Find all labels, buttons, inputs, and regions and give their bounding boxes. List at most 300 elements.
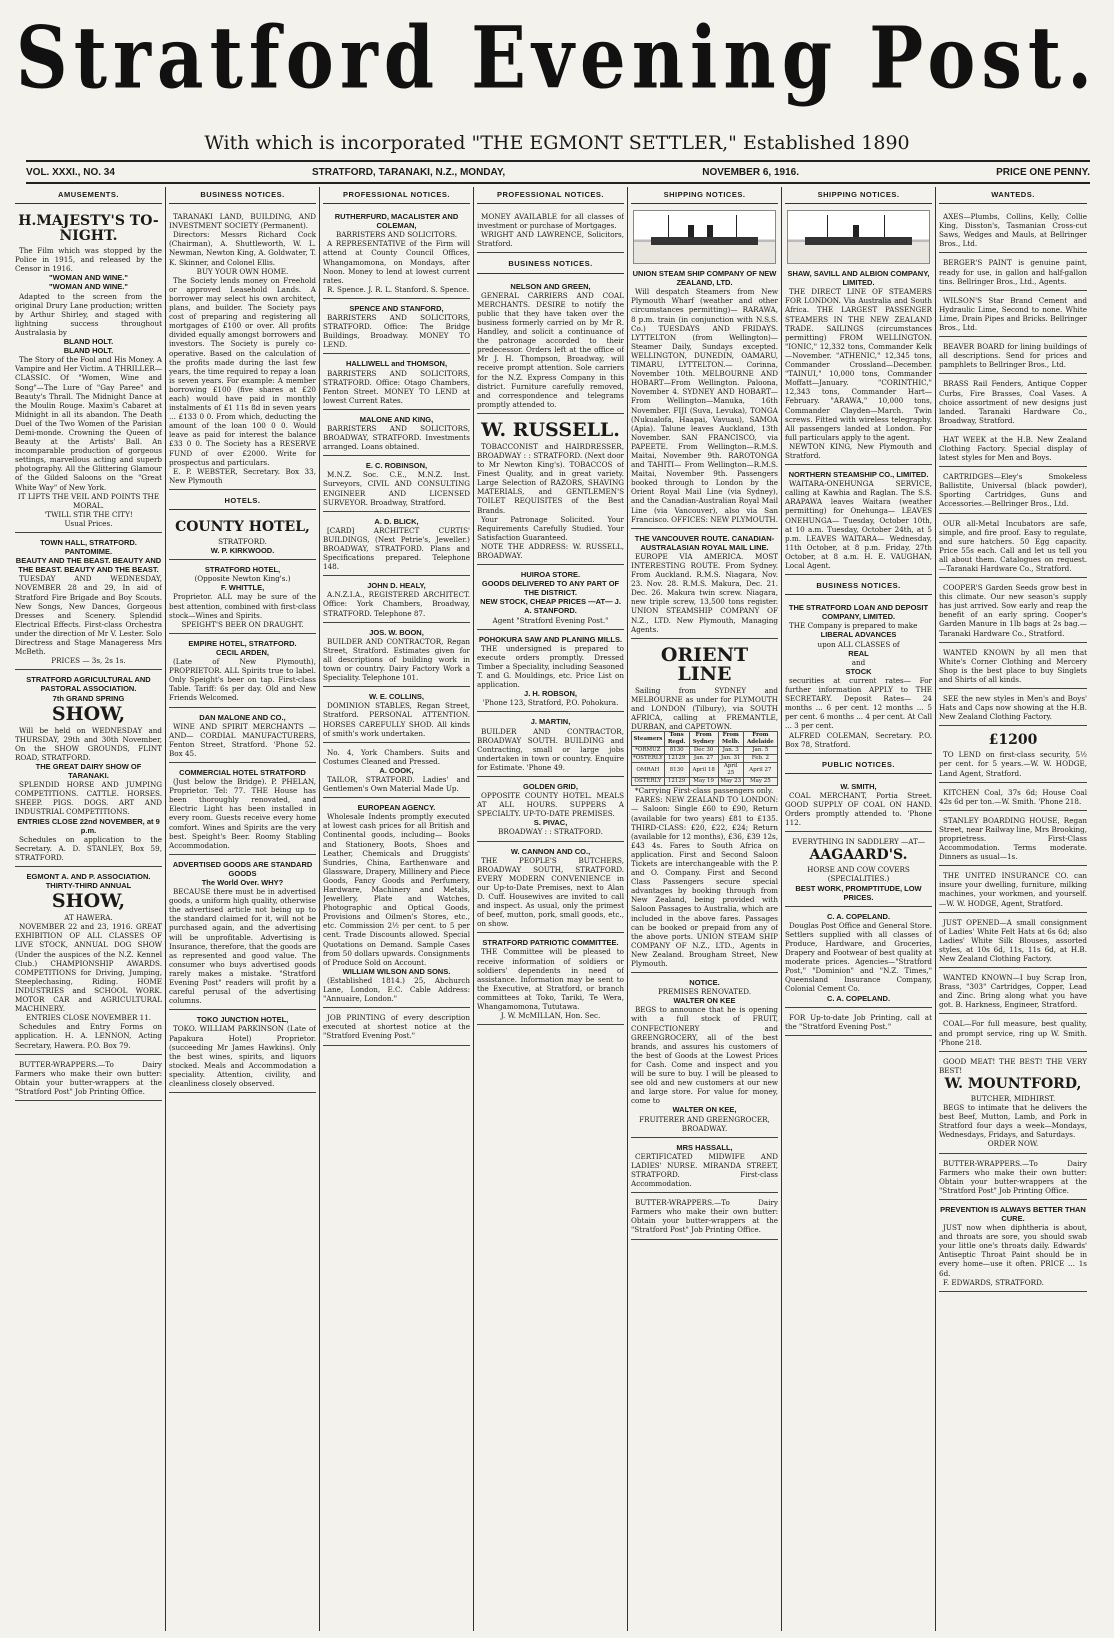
ad-text: BARRISTERS AND SOLICITORS, BROADWAY, STRATFORD. Investments arranged. Loans obtained. [323,423,470,452]
table-row [632,763,778,778]
ad-title: GOLDEN GRID, [522,781,578,791]
ad-heading: J. H. ROBSON, [524,689,577,699]
column-heading: PROFESSIONAL NOTICES. [323,187,470,204]
ad-pohokura-mills [477,633,624,713]
ad-wilsons-cement [939,294,1087,337]
ad-title: TARANAKI LAND, BUILDING, AND INVESTMENT SOCIETY (Permanent). [169,212,316,231]
ad-title: STRATFORD AGRICULTURAL AND PASTORAL ASSOCIATION. [26,675,151,694]
ad-text: GENERAL CARRIERS AND COAL MERCHANTS. DESIRE to notify the public that they have taken over the business formerly carried on by Mr R. Handley, and solicit a continuance of the patronage accorded to their predecessor. Orders left at the office of Mr J. H. Thompson, Broadway, will receive prompt attention. Sole carriers for the N.Z. Express Company in this district. Furniture carefully removed, and correspondence and telegrams promptly attended to. [477,290,624,409]
ad-title: W. CANNON AND CO., [510,846,591,856]
ad-heading: SHOW, [51,702,126,725]
table-row [632,747,778,755]
ad-butter-wrappers [631,1196,778,1239]
ad-text: 'TWILL STIR THE CITY! [44,509,133,519]
ad-heading: WALTER ON KEE, [672,1105,737,1115]
ad-text: FOR Up-to-date Job Printing, call at the "Stratford Evening Post." [785,1012,932,1031]
ad-heading: The World Over. WHY? [201,878,284,887]
ad-title: C. A. COPELAND. [826,911,891,921]
ad-text: J. W. McMILLAN, Hon. Sec. [500,1011,601,1021]
column-heading: SHIPPING NOTICES. [785,187,932,204]
ad-title: H.MAJESTY'S TO-NIGHT. [18,213,159,245]
ad-heading: STOCK [845,666,872,676]
table-cell: OMRAH [632,763,665,778]
ad-text: BECAUSE there must be in advertised goods, a uniform high quality, otherwise the advertised article not being up to the standard claimed for it, will not be purchased again, and the advertising will be unprofitable. Advertising is Insurance, therefore, that the goods are as represented and good value. The consumer who buys advertised goods rarely makes a mistake. "Stratford Evening Post" readers will profit by a careful perusal of the advertising columns. [169,887,316,1006]
ship-funnel [707,225,713,237]
ad-hat-week [939,433,1087,467]
table-cell: *OSTERLY [633,755,663,762]
table-cell: May 23 [718,778,743,786]
table-header-cell: From Melb. [718,732,743,747]
ad-golden-grid [477,780,624,842]
ad-text: ALFRED COLEMAN, Secretary. P.O. Box 78, Stratford. [785,730,932,749]
ad-text: Usual Prices. [64,518,113,528]
ad-mrs-hassall [631,1141,778,1193]
ad-title: JOS. W. BOON, [369,627,424,637]
ad-united-insurance [939,869,1087,912]
ad-text: BROADWAY : : STRATFORD. [498,827,603,837]
ad-text: WRIGHT AND LAWRENCE, Solicitors, Stratford. [477,230,624,249]
ad-job-printing [323,1011,470,1045]
ad-text: BUTTER-WRAPPERS.—To Dairy Farmers who make their own butter: Obtain your butter-wrappers at the "Stratford Post" Job Printing Office. [15,1059,162,1096]
ad-title: TOKO JUNCTION HOTEL, [196,1015,289,1025]
ad-coal [939,1017,1087,1051]
ad-text: EVERYTHING IN SADDLERY —AT— [791,837,926,847]
table-cell: 8130 [664,747,689,755]
ad-title: A. COOK, [379,765,414,775]
ship-mast [827,215,828,237]
ad-text: COOPER'S Garden Seeds grow best in this climate. Our new season's supply has just arrived. Sow early and reap the benefit of an early spring. Cooper's Garden Manure in 1lb bags at 2s bag.—Taranaki Hardware Co., Stratford. [939,583,1087,638]
table-header-cell: From Adelaide [743,732,777,747]
ad-text: Douglas Post Office and General Store. Settlers supplied with all classes of Produce, Hardware, and Groceries, Drapery and Footwear of best quality at moderate prices. Agencies—"Stratford Post," "Dominion" and "N.Z. Times," Queensland Insurance Company, Colonial Cement Co. [785,920,932,994]
ad-text: The Film which was stopped by the Police in 1915, and released by the Censor in 1916. [15,246,162,274]
masthead-subtitle: With which is incorporated "THE EGMONT SETTLER," Established 1890 [204,132,910,154]
ad-text: AT HAWERA. [64,913,113,923]
ad-text: OUR all-Metal Incubators are safe, simple, and fire proof. Easy to regulate, and sure hatchers. 50 Egg capacity. Price 55s each. Call and let us tell you all about them. Catalogues on request.—Taranaki Hardware Co., Stratford. [939,518,1087,573]
ad-text: OPPOSITE COUNTY HOTEL. MEALS AT ALL HOURS. SUPPERS A SPECIALTY. UP-TO-DATE PREMISES. [477,791,624,819]
ad-text: Wholesale Indents promptly executed at lowest cash prices for all British and Continental goods, including— Books and Stationery, Boots, Shoes and Leather, Chemicals and Druggists' Sundries, China, Earthenware and Glassware, Drapery, Millinery and Piece Goods, Fancy Goods and Perfumery, Hardware, Machinery and Metals, Jewellery, Plate and Watches, Photographic and Optical Goods, Provisions and Oilmen's Stores, etc., etc. Commission 2½ per cent. to 5 per cent. Trade Discounts allowed. Special Quotations on Demand. Sample Cases from 50 dollars upwards. Consignments of Produce Sold on Account. [323,812,470,967]
table-cell: April 27 [743,763,777,778]
ad-text: WANTED KNOWN by all men that White's Corner Clothing and Mercery Shop is the best place to buy Singlets and Shirts of all kinds. [939,647,1087,684]
column-wanteds [936,187,1090,1631]
column-heading: SHIPPING NOTICES. [631,187,778,204]
ad-text: BUTTER-WRAPPERS.—To Dairy Farmers who make their own butter: Obtain your butter-wrappers at the "Stratford Post" Job Printing Office. [631,1198,778,1235]
ad-stanley-boarding [939,814,1087,866]
ad-text: E. P. WEBSTER, Secretary. Box 33, New Plymouth [169,466,316,485]
ad-text: BUILDER AND CONTRACTOR, Regan Street, Stratford. Estimates given for all descriptions of building work in town or country. Dairy Factory Work a Speciality. Telephone 101. [323,636,470,683]
price: PRICE ONE PENNY. [996,166,1090,178]
ad-text: and [851,657,866,667]
ad-text: JUST now when diphtheria is about, and throats are sore, you should swab your little one's throats daily. Edwards' Antiseptic Throat Paint should be in every home—use it often. PRICE ... 1s 6d. [939,1223,1087,1278]
ad-commercial-hotel [169,766,316,855]
table-header-cell: From Sydney [689,732,718,747]
table-cell: Jan. 3 [718,747,743,755]
table-cell: *ORMUZ [632,747,665,755]
table-header-row [632,732,778,747]
ad-martin [477,715,624,777]
ad-text: BRASS Rail Fenders, Antique Copper Curbs, Fire Brasses, Coal Vases. A choice assortment of new designs just landed. Taranaki Hardware Co., Broadway, Stratford. [939,379,1087,425]
ad-text: COAL MERCHANT, Portia Street. GOOD SUPPLY OF COAL ON HAND. Orders promptly attended to. 'Phone 112. [785,790,932,828]
ad-incubators [939,517,1087,579]
ad-heading: NEW STOCK, CHEAP PRICES —AT— J. A. STANFORD. [480,597,621,616]
ad-just-opened [939,916,1087,968]
ad-text: R. Spence. J. R. L. Stanford. S. Spence. [327,284,469,294]
ad-text: Adapted to the screen from the original Drury Lane production; written by Arthur Shirley, and staged with lightning success throughout Australasia by [15,291,162,337]
ad-title: W. RUSSELL. [481,418,620,441]
ad-text: BUTTER-WRAPPERS.—To Dairy Farmers who make their own butter: Obtain your butter-wrappers at the "Stratford Post" Job Printing Office. [939,1158,1087,1195]
ad-dan-malone [169,711,316,763]
table-row [632,755,778,763]
ad-title: PREVENTION IS ALWAYS BETTER THAN CURE. [940,1204,1086,1223]
ad-text: WILSON'S Star Brand Cement and Hydraulic Lime, Second to none. White Lime, Drain Pipes and Bricks. Bellringer Bros., Ltd. [939,295,1087,333]
ad-text: No. 4, York Chambers. Suits and Costumes Cleaned and Pressed. [323,747,470,766]
ad-title: SPENCE AND STANFORD, [349,303,444,313]
ad-wanted-known [939,646,1087,689]
ad-heading: THIRTY-THIRD ANNUAL [45,881,132,891]
ad-heading: ENTRIES CLOSE 22nd NOVEMBER, at 9 p.m. [17,816,160,835]
table-cell: Jan. 5 [743,747,777,755]
ad-vancouver-route [631,532,778,639]
ad-his-majestys [15,210,162,533]
ad-title: NORTHERN STEAMSHIP CO., LIMITED. [788,470,929,480]
ad-title: EGMONT A. AND P. ASSOCIATION. [26,872,151,881]
ad-text: (Late of New Plymouth), PROPRIETOR. ALL Spirits true to label. Only Speight's beer on tap. First-class Table. Tariff: 6s per day. Old and New Friends Welcomed. [169,657,316,703]
volume-number: VOL. XXXI., NO. 34 [26,166,115,178]
ad-title: THE VANCOUVER ROUTE. CANADIAN-AUSTRALASIAN ROYAL MAIL LINE. [634,533,775,552]
ad-mountford [939,1055,1087,1154]
ad-egmont-show [15,870,162,1055]
ad-brass-fenders [939,377,1087,429]
ad-stratford-show [15,673,162,867]
ad-title: COMMERCIAL HOTEL STRATFORD [179,767,306,777]
ad-text: TOBACCONIST and HAIRDRESSER, BROADWAY : : STRATFORD. (Next door to Mr Newton King's). TOBACCOS of Finest Quality, and in great variety. Large Selection of RAZORS, SHAVING MATERIALS, and GENTLEMEN'S TOILET REQUISITES of the Best Brands. [477,441,624,515]
ad-nelson-green [477,280,624,414]
ad-robinson [323,459,470,511]
ship-mast [668,215,669,237]
ad-text: NOVEMBER 22 and 23, 1916. GREAT EXHIBITION OF ALL CLASSES OF LIVE STOCK, ANNUAL DOG SHOW (Under the auspices of the N.Z. Kennel Club.) CHAMPIONSHIP AWARDS. COMPETITIONS for Driving, Jumping, Steeplechasing, Riding. HOME INDUSTRIES and SCHOOL WORK. MOTOR CAR and AGRICULTURAL MACHINERY. [15,922,162,1014]
ad-stratford-hotel [169,563,316,634]
ad-taranaki-land [169,210,316,490]
ad-healy [323,579,470,622]
ad-blick [323,515,470,577]
ad-title: STRATFORD PATRIOTIC COMMITTEE. [482,938,619,948]
ad-text: TAILOR, STRATFORD. Ladies' and Gentlemen's Own Material Made Up. [323,774,470,794]
ad-text: Schedules and Entry Forms on application. H. A. LENNON, Acting Secretary, Hawera. P.O. Box 79. [15,1022,162,1050]
ad-heading: S. PIVAC, [533,818,568,828]
section-heading: BUSINESS NOTICES. [785,578,932,595]
ad-patriotic [477,936,624,1025]
ad-beaver-board [939,340,1087,374]
ad-text: THE UNITED INSURANCE CO. can insure your dwelling, furniture, milking machines, your workmen, and yourself.—W. W. HODGE, Agent, Stratford. [939,871,1087,908]
ad-text: BARRISTERS AND SOLICITORS. [335,230,458,240]
ad-heading: C. A. COPELAND. [826,993,891,1003]
ad-title: THE STRATFORD LOAN AND DEPOSIT COMPANY, LIMITED. [788,603,929,622]
ship-mast [736,215,737,237]
ad-heading: CECIL ARDEN, [216,647,269,657]
ad-text: WANTED KNOWN—I buy Scrap Iron, Brass, "303" Cartridges, Copper, Lead and Zinc. Bring along what you have got. B. Harkness, Engineer, Stratford. [939,973,1087,1010]
ship-hull [805,237,912,245]
ad-text: BUILDER AND CONTRACTOR, BROADWAY SOUTH. BUILDING and Contracting, small or large jobs undertaken in town or country. Enquire for Estimate. 'Phone 49. [477,726,624,772]
table-cell: May 19 [689,778,718,786]
ad-text: Will despatch Steamers from New Plymouth Wharf (weather and other circumstances permitting)— RARAWA, 8 p.m. train (in conjunction with N.S.S. Co.) TUESDAYS AND FRIDAYS. LYTTELTON (from Wellington)— Steamer Daily, Sundays excepted. WELLINGTON, DUNEDIN, OAMARU, TIMARU, LYTTELTON.— Corinna, November 10th. MELBOURNE AND HOBART—From Wellington. Paloona, November 4. SYDNEY AND HOBART— From Wellington—Manuka, 16th November. FIJI (Suva, Levuka), TONGA (Nukualofa, Haapai, Vavuau), SAMOA (Apia). Talune leaves Auckland, 13th November. SAN FRANCISCO, via PAPEETE. From Wellington—R.M.S. Maitai, November 9th. RAROTONGA and TAHITI— From Wellington—R.M.S. Maitai, November 9th. Passengers booked through to London by the Orient Royal Mail Line (via Sydney), and the Canadian-Australian Royal Mail Line (via Vancouver), also via San Francisco. OFFICES: NEW PLYMOUTH. [631,287,778,524]
ad-axes [939,210,1087,253]
ad-text: (Established 1814.) 25, Abchurch Lane, London, E.C. Cable Address: "Annuaire, London." [323,975,470,1004]
table-cell: Dec 30 [689,747,718,755]
ad-text: GOOD MEAT! THE BEST! THE VERY BEST! [939,1056,1087,1075]
column-amusements [12,187,166,1631]
ad-text: BARRISTERS AND SOLICITORS, STRATFORD. Office: The Bridge Buildings, Broadway. MONEY TO LEND. [323,313,470,350]
ad-text: [CARD] ARCHITECT CURTIS' BUILDINGS, (Next Petrie's, Jeweller.) BROADWAY, STRATFORD. Plans and Specifications prepared. Telephone 148. [323,525,470,572]
ad-orient-line [631,642,778,973]
ship-mast [884,215,885,237]
ad-text: THE PEOPLE'S BUTCHERS, BROADWAY SOUTH, STRATFORD. EVERY MODERN CONVENIENCE in our Up-to-Date Premises, next to Alan D. Cuff. Housewives are invited to call and inspect. As usual, only the primest of beef, mutton, pork, small goods, etc., on show. [477,855,624,929]
table-cell: 12129 [664,755,689,763]
ad-text: BEGS to announce that he is opening with a full stock of FRUIT, CONFECTIONERY and GREENGROCERY, all of the best brands, and assures his customers of the best of Goods at the Lowest Prices for Cash. Come and inspect and you will be sure to buy. I will be pleased to see old and new customers at our new and large store. For value for money, come to [631,1005,778,1106]
ad-cartridges [939,470,1087,513]
ad-text: The Society lends money on Freehold or approved Leasehold Lands. A borrower may select his own architect, plans, and builder. The Society pays cost of preparing and registering all mortgages of £100 or over. All profits divided equally amongst borrowers and investors. The Society is purely co-operative. Based on the calculation of the profits made during the last few years, the time required to repay a loan is seven years. For example: A member borrowing £100 (five shares at £20 each) would have paid in monthly instalments of £1 11s 8d in seven years ... £133 0 0. From which, deducting the amount of the loan 100 0 0. Would leave as paid for interest the balance £33 0 0. The Society has a RESERVE FUND of over £2000. Write for prospectus and particulars. [169,275,316,467]
section-heading: HOTELS. [169,493,316,510]
masthead-title: Stratford Evening Post. [15,7,1099,108]
sailing-table [631,731,778,786]
table-cell: Jan. 31 [718,755,743,763]
ad-text: M.N.Z. Soc. C.E., M.N.Z. Inst. Surveyors, CIVIL AND CONSULTING ENGINEER AND LICENSED SURVEYOR. Broadway, Stratford. [323,470,470,507]
ad-heading: BEAUTY AND THE BEAST. BEAUTY AND THE BEAST. BEAUTY AND THE BEAST. [15,556,162,575]
ad-heading: BEST WORK, PROMPTITUDE, LOW PRICES. [795,883,922,902]
ad-text: PRICES — 3s, 2s 1s. [51,656,126,666]
ad-text: DOMINION STABLES, Regan Street, Stratford. PERSONAL ATTENTION. HORSES CAREFULLY SHOD. All kinds of smith's work undertaken. [323,701,470,738]
ship-hull [651,237,758,245]
masthead [10,4,1104,130]
ad-coopers-seeds [939,581,1087,643]
ad-title: HALLIWELL and THOMSON, [345,359,448,369]
place: STRATFORD, TARANAKI, N.Z., MONDAY, [312,166,506,178]
ad-heading: WILLIAM WILSON AND SONS. [342,966,451,976]
ad-heading: ENTRIES CLOSE NOVEMBER 11. [25,1013,152,1023]
ad-job-printing [785,1011,932,1036]
ad-text: A REPRESENTATIVE of the Firm will attend at County Council Offices, Whangamomona, on Mondays, after Noon. Money to lend at lowest current rates. [323,239,470,285]
ad-title: ORIENT LINE [660,643,749,685]
ship-funnel [853,225,859,237]
ad-heading: GOODS DELIVERED TO ANY PART OF THE DISTRICT. [481,579,620,598]
ad-text: NOTE THE ADDRESS: W. RUSSELL, BROADWAY. [477,541,624,560]
ad-text: A.N.Z.I.A., REGISTERED ARCHITECT. Office: York Chambers, Broadway, STRATFORD. Telephone 87. [323,590,470,618]
ad-text: F. EDWARDS, STRATFORD. [943,1277,1044,1287]
ad-text: FRUITERER AND GREENGROCER, BROADWAY. [639,1114,770,1133]
ad-heading: LIBERAL ADVANCES [820,630,897,640]
ad-text: KITCHEN Coal, 37s 6d; House Coal 42s 6d per ton.—W. Smith. 'Phone 218. [939,787,1087,806]
ad-text: ORDER NOW. [987,1139,1039,1149]
ad-text: BERGER'S PAINT is genuine paint, ready for use, in gallon and half-gallon tins. Bellringer Bros., Ltd., Agents. [939,258,1087,286]
ad-heading: "WOMAN AND WINE." [49,282,128,292]
table-header-cell: Steamers [632,732,665,747]
ad-title: £1200 [988,732,1038,749]
section-heading: BUSINESS NOTICES. [477,256,624,273]
ad-money-available [477,210,624,253]
ad-text: 'Phone 123, Stratford, P.O. Pohokura. [482,698,619,708]
table-cell: Feb. 2 [743,755,777,763]
ad-copeland [785,910,932,1008]
ad-title: ADVERTISED GOODS ARE STANDARD GOODS [172,859,313,878]
column-business-notices [166,187,320,1631]
ad-title: EMPIRE HOTEL, STRATFORD. [188,638,297,648]
ad-text: Proprietor. ALL may be sure of the best attention, combined with first-class stock—Wines and Spirits. [169,592,316,620]
ad-title: DAN MALONE AND CO., [199,712,286,722]
ad-text: EUROPE VIA AMERICA. MOST INTERESTING ROUTE. From Sydney. From Auckland. R.M.S. Niagara, Nov. 23. Nov. 28. R.M.S. Makura, Dec. 21. Dec. 26. Makura twin screw. Niagara, new triple screw, 13,500 tons register. UNION STEAMSHIP COMPANY OF N.Z., LTD. New Plymouth, Managing Agents. [631,551,778,634]
ad-county-hotel [169,516,316,560]
ad-spence-stanford [323,302,470,354]
ad-rutherfurd [323,210,470,299]
ad-heading: F. WHITTLE, [220,583,265,593]
ad-text: SEE the new styles in Men's and Boys' Hats and Caps now showing at the H.B. New Zealand Clothing Factory. [939,694,1087,722]
ad-heading: PANTOMIME. [64,547,113,557]
ad-title: W. MOUNTFORD, [944,1075,1082,1092]
ad-aagaard [785,835,932,906]
table-cell: 8130 [664,763,689,778]
ad-malone-king [323,413,470,456]
ad-heading: SHOW, [51,890,126,913]
ad-title: COUNTY HOTEL, [175,519,310,535]
ad-text: Schedules on application to the Secretary. A. D. STANLEY, Box 59, STRATFORD. [15,834,162,862]
table-cell: May 25 [743,778,777,786]
column-heading: PROFESSIONAL NOTICES. [477,187,624,204]
ad-town-hall [15,536,162,670]
ad-text: BEAVER BOARD for lining buildings of all descriptions. Send for prices and pamphlets to Bellringer Bros., Ltd. [939,342,1087,370]
ad-text: NEWTON KING, New Plymouth and Stratford. [785,441,932,460]
ad-collins [323,690,470,742]
dateline [26,160,1090,184]
ad-text: THE Committee will be pleased to receive information of soldiers or soldiers' dependents in need of assistance. Information may be sent to the Executive, at Stratford, or branch committees at Toko, Tariki, Te Wera, Whangamomona, Tututawa. [477,947,624,1012]
ad-heading: BUY YOUR OWN HOME. [196,266,289,276]
ad-text: WINE AND SPIRIT MERCHANTS —AND— CORDIAL MANUFACTURERS, Fenton Street, Stratford. 'Phone 52. Box 45. [169,721,316,758]
ad-title: STRATFORD HOTEL, [204,565,281,575]
ad-title: POHOKURA SAW AND PLANING MILLS. [478,634,623,644]
ad-title: TOWN HALL, STRATFORD. [40,538,137,547]
ad-title: MALONE AND KING, [359,414,434,424]
ad-throat-paint [939,1203,1087,1292]
ad-heading: WALTER ON KEE [673,996,736,1006]
table-cell: 12129 [664,778,689,786]
table-header-cell: Tons Regd. [664,732,689,747]
ad-text: SPEIGHT'S BEER ON DRAUGHT. [181,619,304,629]
ad-text: JUST OPENED—A small consignment of Ladies' White Felt Hats at 6s 6d; also Ladies' White Silk Blouses, assorted styles, at 10s 6d, 11s, 11s 6d, at H.B. New Zealand Clothing Factory. [939,917,1087,963]
ad-heading: BLAND HOLT. [63,337,114,347]
column-heading: AMUSEMENTS. [15,187,162,204]
ad-title: E. C. ROBINSON, [365,461,428,471]
ad-title: UNION STEAM SHIP COMPANY OF NEW ZEALAND, LTD. [632,269,777,288]
ad-text: HORSE AND COW COVERS (SPECIALITIES.) [807,865,910,884]
ad-butter-wrappers [15,1058,162,1101]
column-shipping-notices [628,187,782,1631]
ad-text: securities at current rates— For further information APPLY to THE SECRETARY. Deposit Rates— 24 months ... 6 per cent. 12 months ... 5 per cent. 6 months ... 4 per cent. At Call ... 3 per cent. [785,675,932,731]
ad-text: STANLEY BOARDING HOUSE, Regan Street, near Railway line, Mrs Brooking, proprietress. First-Class Accommodation. Terms moderate. Dinners as usual—1s. [939,815,1087,862]
column-professional-notices-2 [474,187,628,1631]
ad-text: COAL—For full measure, best quality, and prompt service, ring up W. Smith. 'Phone 218. [939,1019,1087,1047]
ad-text: Sailing from SYDNEY and MELBOURNE as under for PLYMOUTH and LONDON (Tilbury), via SOUTH AFRICA, calling at FREMANTLE, DURBAN, and CAPETOWN. [631,685,778,732]
column-shipping-notices-2 [782,187,936,1631]
ad-butter-wrappers [939,1157,1087,1200]
ad-walter-on-kee [631,976,778,1138]
section-heading: PUBLIC NOTICES. [785,757,932,774]
ad-text: *Carrying First-class passengers only. [635,786,774,796]
ad-european-agency [323,801,470,1008]
ship-funnel [688,225,694,237]
ad-text: (Just below the Bridge). P. PHELAN, Proprietor. Tel: 77. THE House has been thoroughly renovated, and Electric Light has been installed in every room. Guests receive every home comfort. Wines and Spirits are the very best. Speight's Beer. Roomy Stabling Accommodation. [169,777,316,850]
ad-text: TO LEND on first-class security, 5½ per cent. for 5 years.—W. W. HODGE, Land Agent, Stratford. [939,750,1087,778]
ad-text: HAT WEEK at the H.B. New Zealand Clothing Factory. Special display of latest styles for Men and Boys. [939,434,1087,463]
ad-title: J. MARTIN, [530,717,571,727]
column-heading: BUSINESS NOTICES. [169,187,316,204]
ad-text: CARTRIDGES—Eley's Smokeless Ballistite, Universal (black powder), Sporting Cartridges, Guns and Accessories.—Bellringer Bros., Ltd. [939,472,1087,509]
steamship-illustration [787,210,930,264]
issue-date: NOVEMBER 6, 1916. [702,166,799,178]
table-cell: OSTERLY [632,778,665,786]
ad-new-styles [939,692,1087,726]
ad-text: WAITARA-ONEHUNGA SERVICE, calling at Kawhia and Raglan. The S.S. ARAPAWA leaves Waitara (weather permitting) for Onehunga— LEAVES ONEHUNGA— Tuesday, October 10th, at 10 a.m. Tuesday, October 24th, at 5 p.m. LEAVES WAITARA— Wednesday, 11th October, at 8 p.m. Friday, 27th October, at 8 a.m. H. E. VAUGHAN, Local Agent. [785,479,932,570]
ad-text: SPLENDID HORSE AND JUMPING COMPETITIONS. CATTLE. HORSES. SHEEP. PIGS. DOGS. ART AND INDUSTRIAL COMPETITIONS. [15,780,162,817]
ad-heading: THE GREAT DAIRY SHOW OF TARANAKI. [35,761,142,781]
ad-cook [323,746,470,798]
table-cell: April 18 [689,763,718,778]
ad-text: Directors: Messrs Richard Cock (Chairman), A. Shuttleworth, W. L. Newman, Newton King, A. Goldwater, T. K. Skinner, and Colonel Ellis. [169,230,316,267]
ad-huiroa-store [477,568,624,630]
ad-w-smith [785,780,932,832]
ad-title: RUTHERFURD, MACALISTER AND COLEMAN, [334,212,459,231]
ad-title: JOHN D. HEALY, [367,581,426,591]
ad-title: NELSON AND GREEN, [510,281,591,291]
ad-text: The Story of the Fool and His Money. A Vampire and Her Victim. A THRILLER—CLASSIC. Of "Women, Wine and Song"—The Lure of "Gay Paree" and Beauty's Thrall. The Midnight Dance at the Moulin Rouge. Maxim's Cabaret at Midnight in all its abandon. The Death Duel of the Two Women of the Parisian Demi-monde. Crowning the Queen of Beauty at the Artists' Ball. An incomparable production of gorgeous settings, marvellous acting and superb photography. All the Glittering Glamour of the Gilded Saloons on the "Great White Way" of New York. [15,355,162,492]
ad-text: BARRISTERS AND SOLICITORS, STRATFORD. Office: Otago Chambers, Fenton Street. MONEY TO LEND at lowest Current Rates. [323,368,470,405]
ad-text: Will be held on WEDNESDAY and THURSDAY, 29th and 30th November, On the SHOW GROUNDS, FLINT ROAD, STRATFORD. [15,725,162,762]
ad-text: upon ALL CLASSES of [817,639,900,649]
ad-scrap-iron [939,971,1087,1014]
ad-title: A. D. BLICK, [374,516,419,526]
steamship-illustration [633,210,776,264]
ad-text: AXES—Plumbs, Collins, Kelly, Collie King, Disston's, Tasmanian Cross-cut Saws, Wedges and Mauls, at Bellringer Bros., Ltd. [939,212,1087,249]
ad-heading: 7th GRAND SPRING [52,693,125,703]
ad-text: THE Company is prepared to make [789,621,918,631]
ad-text: THE undersigned is prepared to execute orders promptly. Dressed Timber a Speciality, including Seasoned T. and G. Mouldings, etc. Price List on application. [477,643,624,690]
ad-shaw-savill [785,267,932,465]
ad-union-steamship [631,267,778,529]
ad-text: BUTCHER, MIDHIRST. [970,1093,1056,1103]
ad-russell [477,417,624,565]
ad-text: CERTIFICATED MIDWIFE AND LADIES' NURSE. MIRANDA STREET, STRATFORD. First-class Accommodation. [631,1151,778,1189]
ad-title: AAGAARD'S. [809,847,908,864]
ad-heading: REAL [848,648,869,658]
ad-cannon [477,845,624,934]
ad-title: EUROPEAN AGENCY. [357,803,436,813]
ad-northern-steamship [785,468,932,575]
ad-title: NOTICE. [689,978,720,988]
ad-title: W. E. COLLINS, [368,692,424,702]
ad-text: JOB PRINTING of every description executed at shortest notice at the "Stratford Evening Post." [323,1013,470,1041]
ad-title: SHAW, SAVILL AND ALBION COMPANY, LIMITED. [787,269,930,288]
ad-text: (Opposite Newton King's.) [194,574,291,584]
ad-text: PREMISES RENOVATED. [657,987,752,997]
ad-title: MRS HASSALL, [676,1142,733,1152]
ad-heading: BLAND HOLT. [63,346,114,356]
ad-text: IT LIFTS THE VEIL AND POINTS THE MORAL. [17,491,160,510]
ad-stratford-loan [785,601,932,754]
ad-text: FARES: NEW ZEALAND TO LONDON:— Saloon: Single £60 to £90, Return (available for two years) £81 to £135. THIRD-CLASS: £20, £22, £24; Return (available for 12 months), £36, £39 12s, £43 4s. Fares to South Africa on application. First and Second Saloon Tickets are interchangeable with the P. and O. Company. First and Second Class Passengers secure special advantages by booking through from New Zealand, being provided with Saloon Passages to Australia, which are included in the above fares. Passages can be booked or prepaid from any of the above ports. UNION STEAM SHIP COMPANY OF N.Z., LTD., Agents in New Zealand. Brougham Street, New Plymouth. [631,795,778,968]
ad-title: HUIROA STORE. [520,570,581,580]
ad-text: STRATFORD. [218,537,267,546]
table-row [632,778,778,786]
ad-heading: W. P. KIRKWOOD. [210,546,275,556]
table-cell: Jan. 27 [689,755,718,763]
ad-empire-hotel [169,637,316,708]
ad-toko-hotel [169,1013,316,1093]
table-cell: April 25 [718,763,743,778]
